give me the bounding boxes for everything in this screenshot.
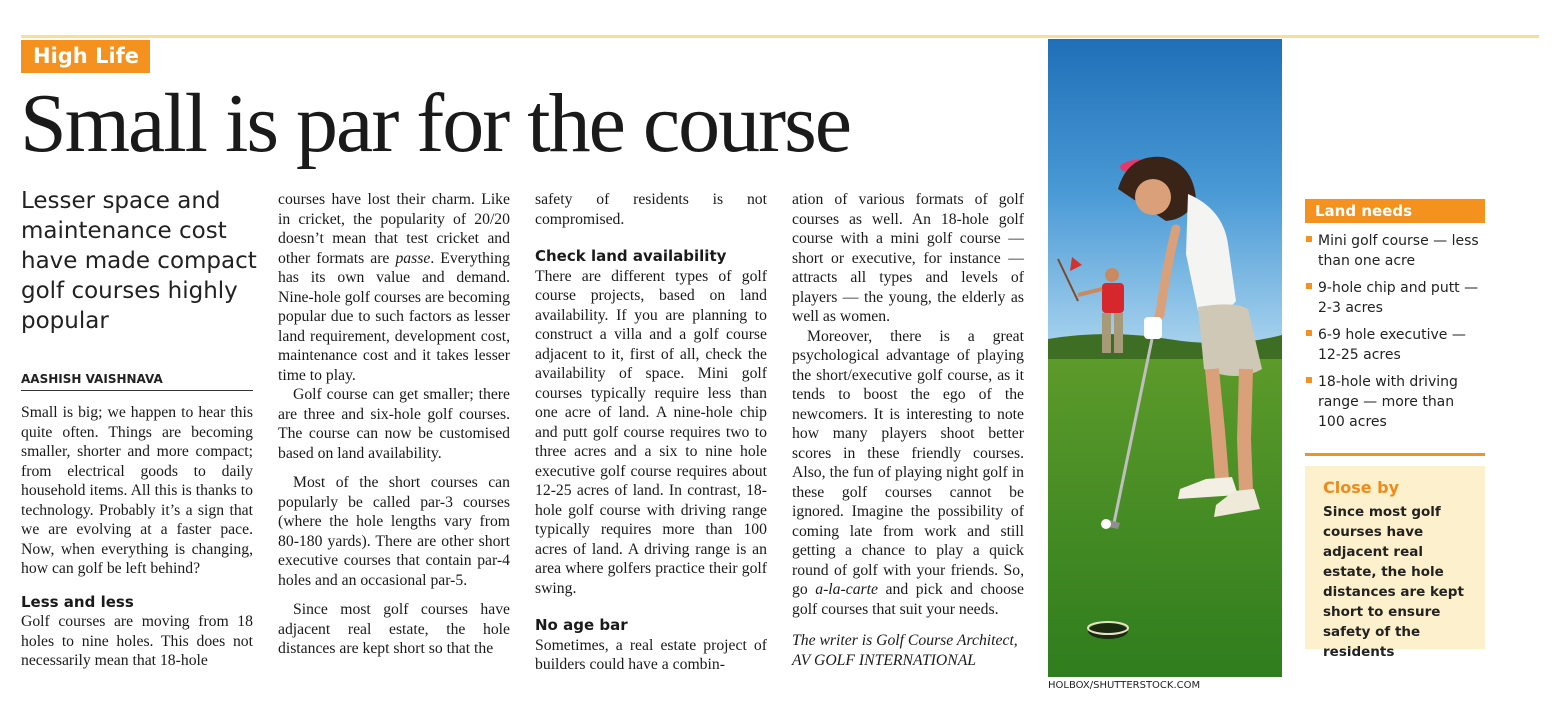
land-needs-title: Land needs [1305, 199, 1485, 223]
golf-photo-illustration [1048, 39, 1282, 677]
headline: Small is par for the course [20, 77, 851, 170]
paragraph: There are different types of golf course projects, based on land availability. If you are planning to construct a villa and a golf course adjacent to it, first of all, check the availability of space. Mini golf courses typically require less than one acre of land. A nine-hole chip and putt golf course requires two to three acres and a six to nine hole executive golf course requires about 12-25 acres of land. In contrast, 18-hole golf course with driving range typically requires more than 100 acres of land. A driving range is an area where golfers practice their golf swing. [535, 267, 767, 597]
subheading-check-land-availability: Check land availability [535, 247, 727, 265]
article-column-4 [792, 190, 1024, 670]
credit-line: The writer is Golf Course Architect, [792, 632, 1018, 649]
list-item [1305, 372, 1485, 432]
list-item-text: 6-9 hole executive — 12-25 acres [1318, 327, 1466, 363]
standfirst: Lesser space and maintenance cost have made compact golf courses highly popular [21, 188, 257, 334]
list-item [1305, 325, 1485, 365]
bullet-square-icon [1306, 330, 1312, 336]
author-credit [792, 631, 1024, 670]
paragraph [278, 190, 510, 385]
land-needs-box [1305, 199, 1485, 456]
paragraph: Golf course can get smaller; there are three and six-hole golf courses. The course can now be customised based on land availability. [278, 386, 510, 462]
list-item-text: 18-hole with driving range — more than 100 acres [1318, 374, 1458, 430]
text-run: . Everything has its own value and demand. Nine-hole golf courses are becoming popular due to such factors as lesser land requirement, development cost, maintenance cost and it takes lesser time to play. [278, 249, 510, 384]
bullet-square-icon [1306, 283, 1312, 289]
golf-photo [1048, 39, 1282, 677]
byline: AASHISH VAISHNAVA [21, 370, 253, 391]
paragraph: ation of various formats of golf courses as well. An 18-hole golf course with a mini golf course — short or executive, for instance — attracts all types and levels of players — the young, the elderly as well as women. [792, 191, 1024, 325]
close-by-title: Close by [1323, 478, 1400, 497]
text-run: courses have lost their charm. Like in cricket, the popularity of 20/20 doesn’t mean that test cricket and other formats are [278, 191, 510, 267]
paragraph: Small is big; we happen to hear this quite often. Things are becoming smaller, shorter and more compact; from electrical goods to daily household items. All this is thanks to technology. Probably it’s a sign that we are evolving at a faster pace. Now, when everything is changing, how can golf be left behind? [21, 404, 253, 577]
text-run: Moreover, there is a great psychological advantage of playing the short/executive golf course, as it tends to boost the ego of the newcomers. It is interesting to note how many players shoot better scores in these friendly courses. Also, the fun of playing night golf in these golf courses cannot be ignored. Imagine the possibility of coming late from work and still getting a chance to play a quick round of golf with your friends. So, go [792, 327, 1024, 598]
close-by-text: Since most golf courses have adjacent real estate, the hole distances are kept short to ensure safety of the residents [1323, 504, 1464, 660]
text-run: and pick and choose golf courses that suit your needs. [792, 581, 1025, 618]
top-rule [21, 35, 1539, 38]
list-item [1305, 231, 1485, 271]
paragraph: Golf courses are moving from 18 holes to nine holes. This does not necessarily mean that 18-hole [21, 613, 253, 669]
list-item-text: 9-hole chip and putt — 2-3 acres [1318, 280, 1479, 316]
subheading-no-age-bar: No age bar [535, 616, 628, 634]
credit-line: AV GOLF INTERNATIONAL [792, 651, 976, 669]
photo-credit: HOLBOX/SHUTTERSTOCK.COM [1048, 680, 1201, 691]
land-needs-list [1305, 231, 1485, 456]
close-by-box [1305, 466, 1485, 660]
paragraph: Most of the short courses can popularly be called par-3 courses (where the hole lengths vary from 80-180 yards). There are other short executive courses that contain par-4 holes and an occasional par-5. [278, 474, 510, 589]
list-item-text: Mini golf course — less than one acre [1318, 233, 1479, 269]
subheading-less-and-less: Less and less [21, 592, 134, 611]
article-column-1 [21, 403, 253, 671]
bullet-square-icon [1306, 377, 1312, 383]
paragraph [792, 327, 1024, 620]
article-column-3 [535, 190, 767, 675]
italic-text: passe [395, 249, 431, 267]
paragraph: Since most golf courses have adjacent real estate, the hole distances are kept short so that the [278, 601, 510, 657]
paragraph: Sometimes, a real estate project of builders could have a combin- [535, 636, 767, 673]
paragraph: safety of residents is not compromised. [535, 191, 767, 228]
article-column-2 [278, 190, 510, 659]
section-kicker: High Life [21, 40, 150, 73]
bullet-square-icon [1306, 236, 1312, 242]
list-item [1305, 278, 1485, 318]
italic-text: a-la-carte [815, 581, 878, 598]
